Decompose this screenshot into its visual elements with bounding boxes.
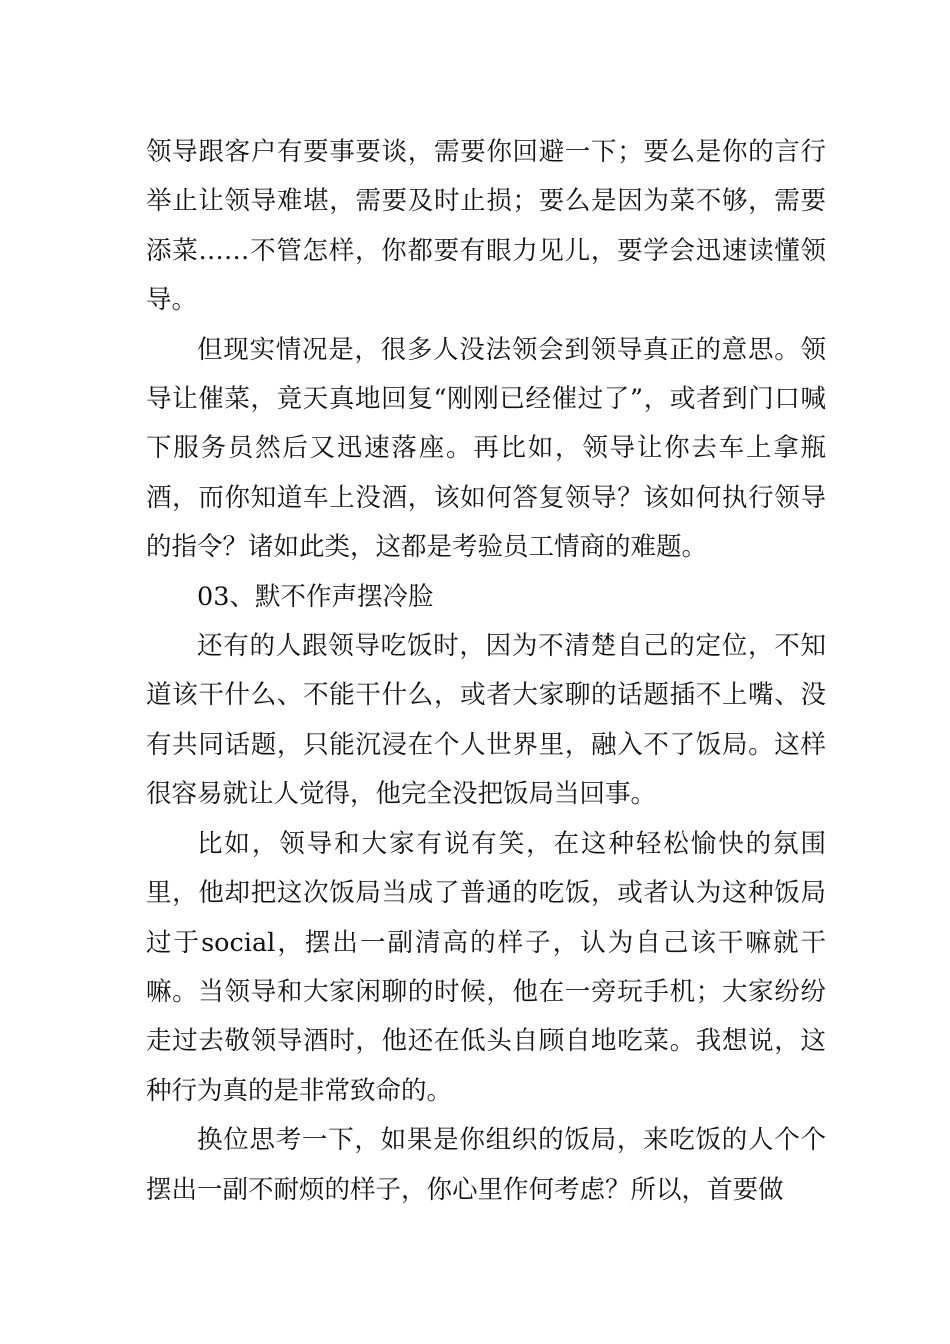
document-body [146,128,826,1215]
paragraph-3: 还有的人跟领导吃饭时，因为不清楚自己的定位，不知道该干什么、不能干什么，或者大家聊的话题插不上嘴、没有共同话题，只能沉浸在个人世界里，融入不了饭局。这样很容易就让人觉得，他完全没把饭局当回事。 [146,631,826,810]
paragraph-1: 领导跟客户有要事要谈，需要你回避一下；要么是你的言行举止让领导难堪，需要及时止损；要么是因为菜不够，需要添菜……不管怎样，你都要有眼力见儿，要学会迅速读懂领导。 [146,137,826,316]
paragraph-4: 比如，领导和大家有说有笑，在这种轻松愉快的氛围里，他却把这次饭局当成了普通的吃饭，或者认为这种饭局过于social，摆出一副清高的样子，认为自己该干嘛就干嘛。当领导和大家闲聊的时候，他在一旁玩手机；大家纷纷走过去敬领导酒时，他还在低头自顾自地吃菜。我想说，这种行为真的是非常致命的。 [146,828,826,1106]
paragraph-5: 换位思考一下，如果是你组织的饭局，来吃饭的人个个摆出一副不耐烦的样子，你心里作何考虑？所以，首要做 [146,1125,826,1205]
paragraph-2: 但现实情况是，很多人没法领会到领导真正的意思。领导让催菜，竟天真地回复“刚刚已经催过了”，或者到门口喊下服务员然后又迅速落座。再比如，领导让你去车上拿瓶酒，而你知道车上没酒，该如何答复领导？该如何执行领导的指令？诸如此类，这都是考验员工情商的难题。 [146,334,826,563]
section-heading: 03、默不作声摆冷脸 [197,581,434,612]
